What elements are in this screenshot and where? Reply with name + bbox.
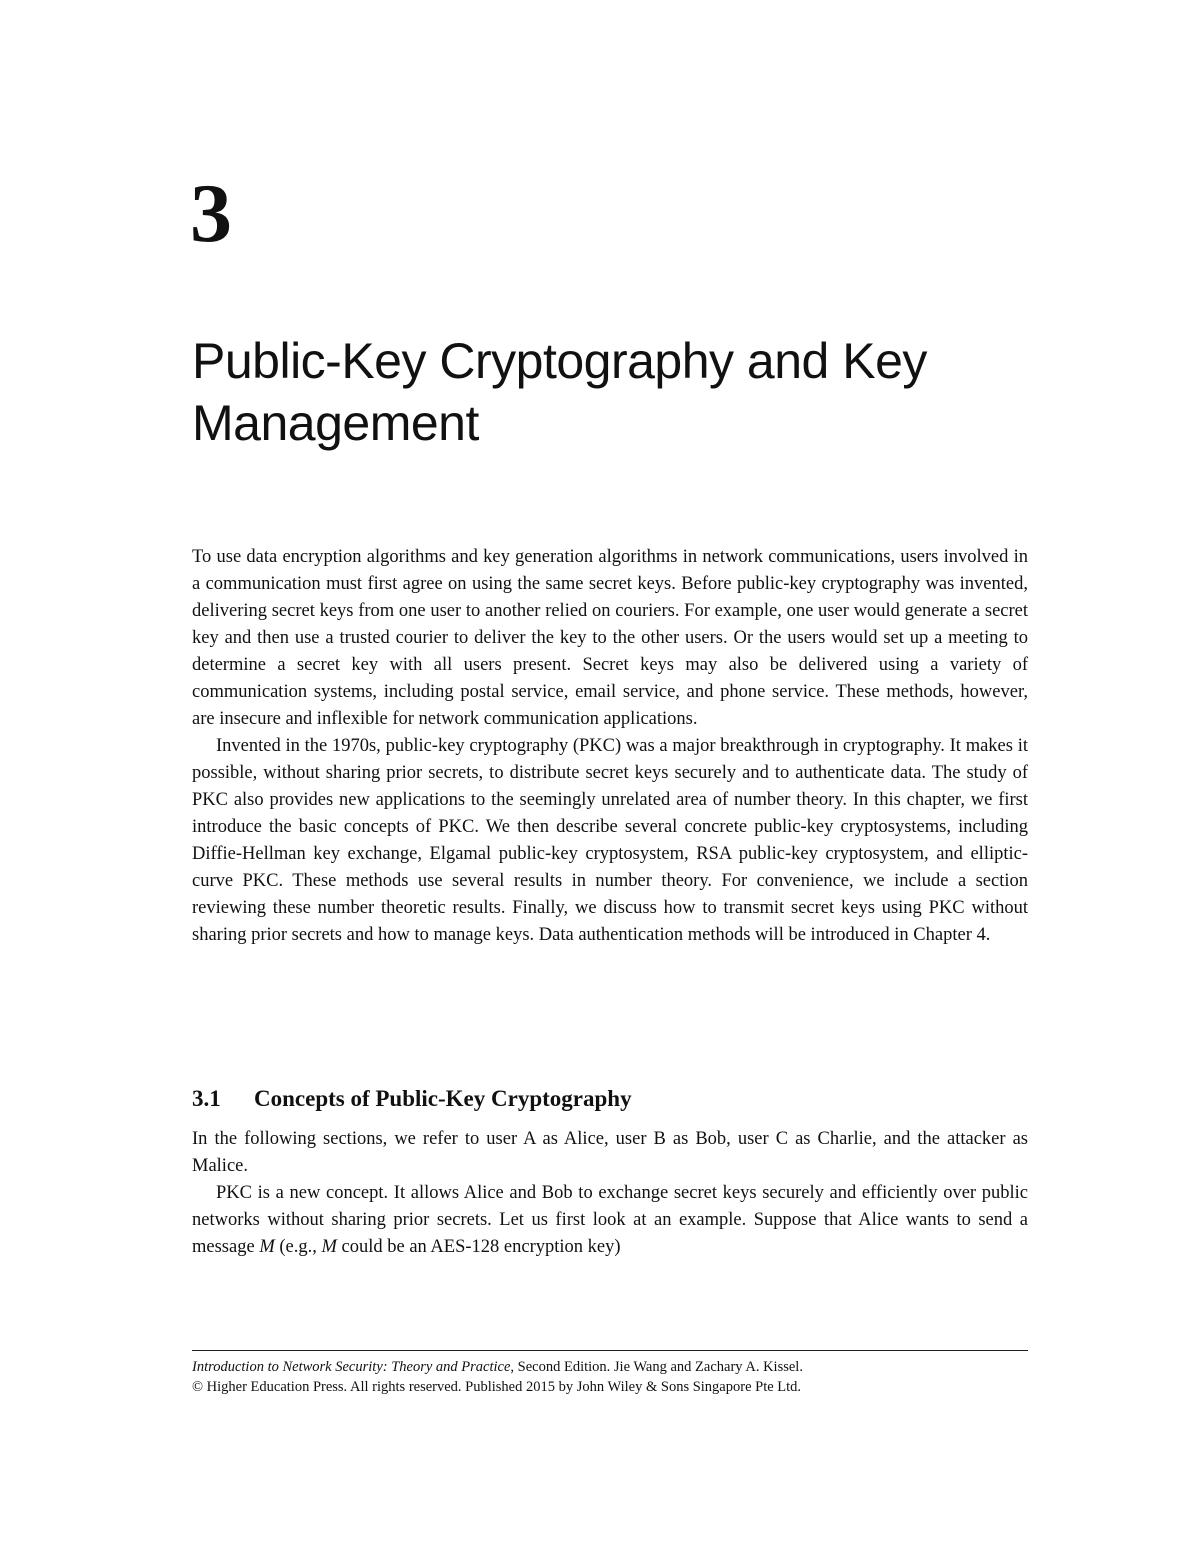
math-variable: M — [321, 1237, 337, 1257]
intro-paragraph: To use data encryption algorithms and key generation algorithms in network communications, users involved in a communication must first agree on using the same secret keys. Before public-key cryptography was invented, delivering secret keys from one user to another relied on couriers. For example, one user would generate a secret key and then use a trusted courier to deliver the key to the other users. Or the users would set up a meeting to determine a secret key with all users present. Secret keys may also be delivered using a variety of communication systems, including postal service, email service, and phone service. These methods, however, are insecure and inflexible for network communication applications. — [192, 547, 1028, 729]
intro-paragraph: Invented in the 1970s, public-key cryptography (PKC) was a major breakthrough in cryptography. It makes it possible, without sharing prior secrets, to distribute secret keys securely and to authenticate data. The study of PKC also provides new applications to the seemingly unrelated area of number theory. In this chapter, we first introduce the basic concepts of PKC. We then describe several concrete public-key cryptosystems, including Diffie-Hellman key exchange, Elgamal public-key cryptosystem, RSA public-key cryptosystem, and elliptic-curve PKC. These methods use several results in number theory. For convenience, we include a section reviewing these number theoretic results. Finally, we discuss how to transmit secret keys using PKC without sharing prior secrets and how to manage keys. Data authentication methods will be introduced in Chapter 4. — [192, 736, 1028, 945]
chapter-title: Public-Key Cryptography and Key Management — [192, 333, 927, 451]
section-number: 3.1 — [192, 1086, 221, 1111]
section-paragraph — [192, 1180, 1028, 1261]
paragraph-text: could be an AES-128 encryption key) — [336, 1237, 621, 1257]
footer-edition-authors: , Second Edition. Jie Wang and Zachary A. Kissel. — [510, 1359, 803, 1375]
footer-book-title: Introduction to Network Security: Theory and Practice — [192, 1359, 511, 1375]
paragraph-text: PKC is a new concept. It allows Alice and Bob to exchange secret keys securely and efficiently over public networks without sharing prior secrets. Let us first look at an example. Suppose that Alice wants to send a message — [192, 1183, 1028, 1257]
paragraph-text: (e.g., — [274, 1237, 322, 1257]
section-title: Concepts of Public-Key Cryptography — [254, 1086, 632, 1111]
chapter-number: 3 — [190, 167, 231, 260]
footer-citation — [192, 1357, 1028, 1377]
footer-copyright: © Higher Education Press. All rights reserved. Published 2015 by John Wiley & Sons Singapore Pte Ltd. — [192, 1379, 802, 1395]
chapter-introduction — [192, 544, 1028, 949]
page-footer — [192, 1357, 1028, 1397]
section-heading — [192, 1084, 632, 1114]
footer-divider — [192, 1350, 1028, 1351]
math-variable: M — [259, 1237, 275, 1257]
section-paragraph: In the following sections, we refer to user A as Alice, user B as Bob, user C as Charlie, and the attacker as Malice. — [192, 1129, 1028, 1176]
section-body — [192, 1126, 1028, 1261]
